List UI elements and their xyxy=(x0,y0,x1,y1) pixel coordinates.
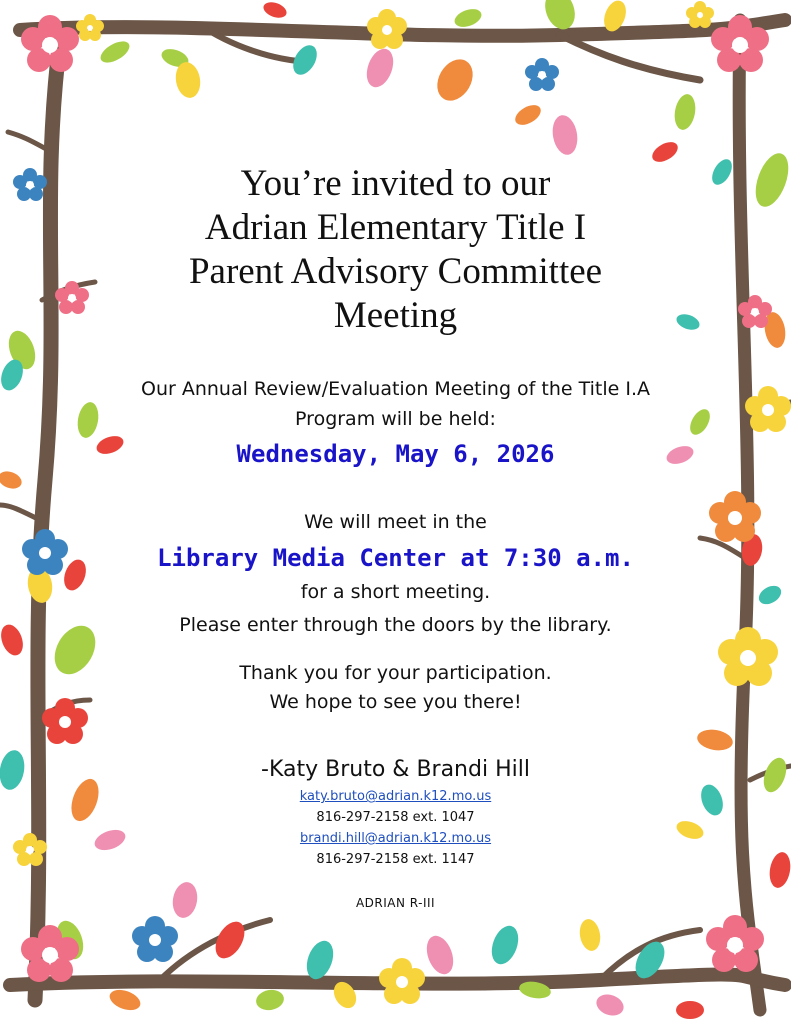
signature: -Katy Bruto & Brandi Hill xyxy=(261,757,530,782)
entry-instruction: Please enter through the doors by the library. xyxy=(179,614,612,636)
heading-line-1: You’re invited to our xyxy=(240,163,551,204)
location-after: for a short meeting. xyxy=(300,581,491,603)
contact-email-1[interactable]: katy.bruto@adrian.k12.mo.us xyxy=(299,789,492,804)
thanks-line-2: We hope to see you there! xyxy=(269,691,522,713)
meeting-date: Wednesday, May 6, 2026 xyxy=(236,440,555,468)
thanks-line-1: Thank you for your participation. xyxy=(239,662,552,684)
contact-email-2-row xyxy=(0,831,791,846)
location-lead: We will meet in the xyxy=(304,511,487,533)
contact-phone-1: 816-297-2158 ext. 1047 xyxy=(316,810,475,825)
contact-email-2[interactable]: brandi.hill@adrian.k12.mo.us xyxy=(299,831,492,846)
heading-line-4: Meeting xyxy=(333,295,458,336)
heading-line-2: Adrian Elementary Title I xyxy=(204,207,587,248)
intro-line-2: Program will be held: xyxy=(295,408,496,430)
intro-line-1: Our Annual Review/Evaluation Meeting of the Title I.A xyxy=(140,378,651,400)
meeting-place-time: Library Media Center at 7:30 a.m. xyxy=(157,544,634,572)
contact-email-1-row xyxy=(0,789,791,804)
organization-name: ADRIAN R-III xyxy=(355,896,436,910)
contact-phone-2: 816-297-2158 ext. 1147 xyxy=(316,852,475,867)
heading-line-3: Parent Advisory Committee xyxy=(188,251,603,292)
